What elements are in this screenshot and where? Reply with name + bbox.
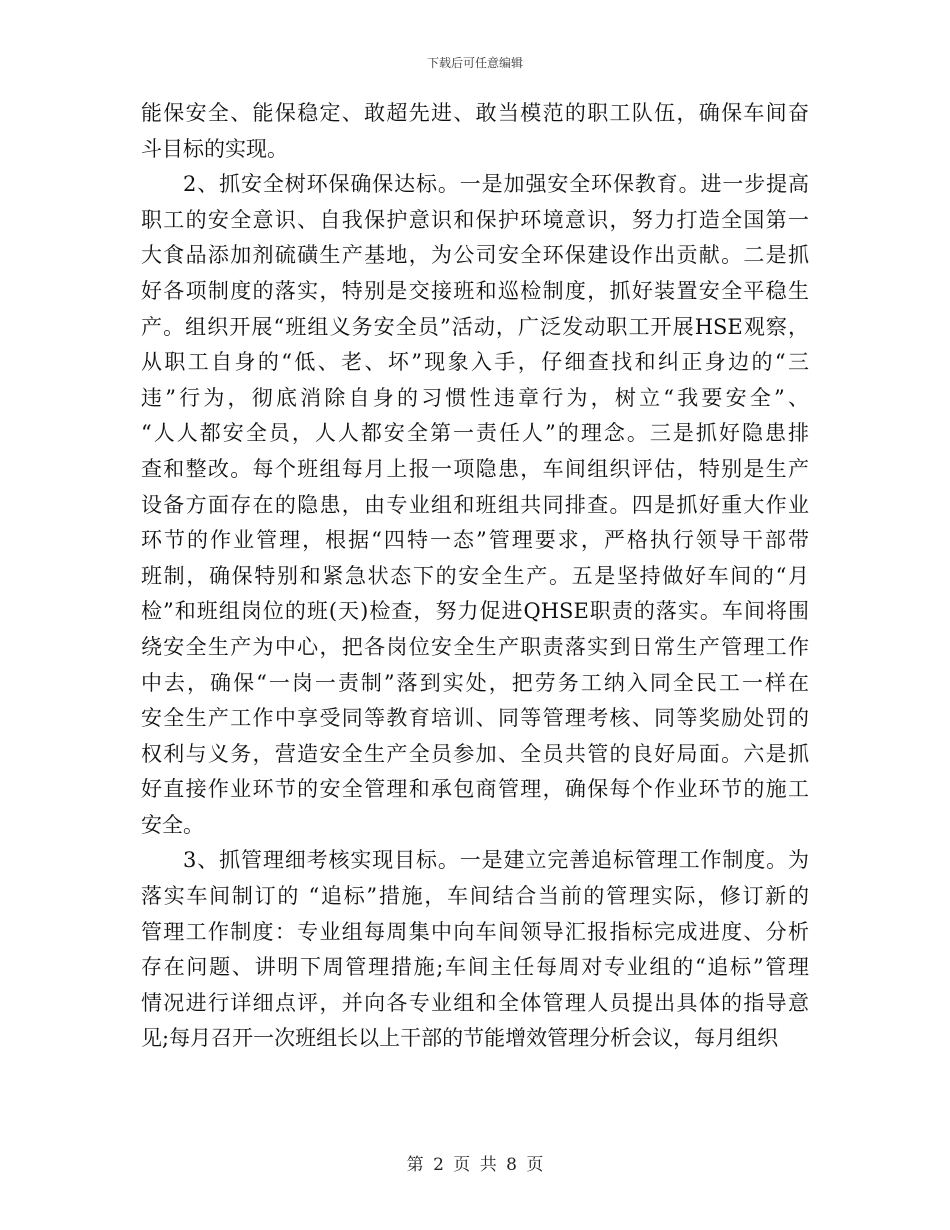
text-line: 情况进行详细点评，并向各专业组和全体管理人员提出具体的指导意 [141, 990, 809, 1015]
text-line: 中去，确保“一岗一责制”落到实处，把劳务工纳入同全民工一样在 [141, 670, 809, 695]
page-footer: 第 2 页 共 8 页 [406, 1155, 544, 1175]
text-line: 从职工自身的“低、老、坏”现象入手，仔细查找和纠正身边的“三 [141, 350, 809, 375]
document-body [141, 96, 809, 1057]
text-line: 见;每月召开一次班组长以上干部的节能增效管理分析会议，每月组织 [141, 1026, 779, 1051]
text-line: 环节的作业管理，根据“四特一态”管理要求，严格执行领导干部带 [141, 528, 809, 553]
text-line: 设备方面存在的隐患，由专业组和班组共同排查。四是抓好重大作业 [141, 492, 809, 517]
paragraph [141, 843, 809, 1057]
text-line: 职工的安全意识、自我保护意识和保护环境意识，努力打造全国第一 [141, 207, 809, 232]
text-line: 安全生产工作中享受同等教育培训、同等管理考核、同等奖励处罚的 [141, 706, 809, 731]
text-line: “人人都安全员，人人都安全第一责任人”的理念。三是抓好隐患排 [141, 421, 809, 446]
text-line: 好各项制度的落实，特别是交接班和巡检制度，抓好装置安全平稳生 [141, 278, 809, 303]
text-line: 绕安全生产为中心，把各岗位安全生产职责落实到日常生产管理工作 [141, 634, 809, 659]
text-line: 2、抓安全树环保确保达标。一是加强安全环保教育。进一步提高 [183, 172, 809, 197]
text-line: 斗目标的实现。 [141, 136, 288, 161]
text-line: 违”行为，彻底消除自身的习惯性违章行为，树立“我要安全”、 [141, 385, 809, 410]
text-line: 管理工作制度：专业组每周集中向车间领导汇报指标完成进度、分析 [141, 919, 809, 944]
text-line: 3、抓管理细考核实现目标。一是建立完善追标管理工作制度。为 [183, 848, 809, 873]
text-line: 产。组织开展“班组义务安全员”活动，广泛发动职工开展HSE观察， [141, 314, 809, 339]
text-line: 查和整改。每个班组每月上报一项隐患，车间组织评估，特别是生产 [141, 456, 809, 481]
paragraph [141, 96, 809, 167]
text-line: 安全。 [141, 812, 204, 837]
text-line: 能保安全、能保稳定、敢超先进、敢当模范的职工队伍，确保车间奋 [141, 101, 809, 125]
text-line: 检”和班组岗位的班(天)检查，努力促进QHSE职责的落实。车间将围 [141, 599, 809, 624]
text-line: 好直接作业环节的安全管理和承包商管理，确保每个作业环节的施工 [141, 777, 809, 802]
text-line: 权利与义务，营造安全生产全员参加、全员共管的良好局面。六是抓 [141, 741, 809, 766]
text-line: 班制，确保特别和紧急状态下的安全生产。五是坚持做好车间的“月 [141, 563, 809, 588]
text-line: 存在问题、讲明下周管理措施;车间主任每周对专业组的“追标”管理 [141, 955, 809, 980]
text-line: 大食品添加剂硫磺生产基地，为公司安全环保建设作出贡献。二是抓 [141, 243, 809, 268]
paragraph [141, 167, 809, 843]
page-header: 下载后可任意编辑 [426, 56, 523, 70]
text-line: 落实车间制订的 “追标”措施，车间结合当前的管理实际，修订新的 [141, 884, 809, 909]
